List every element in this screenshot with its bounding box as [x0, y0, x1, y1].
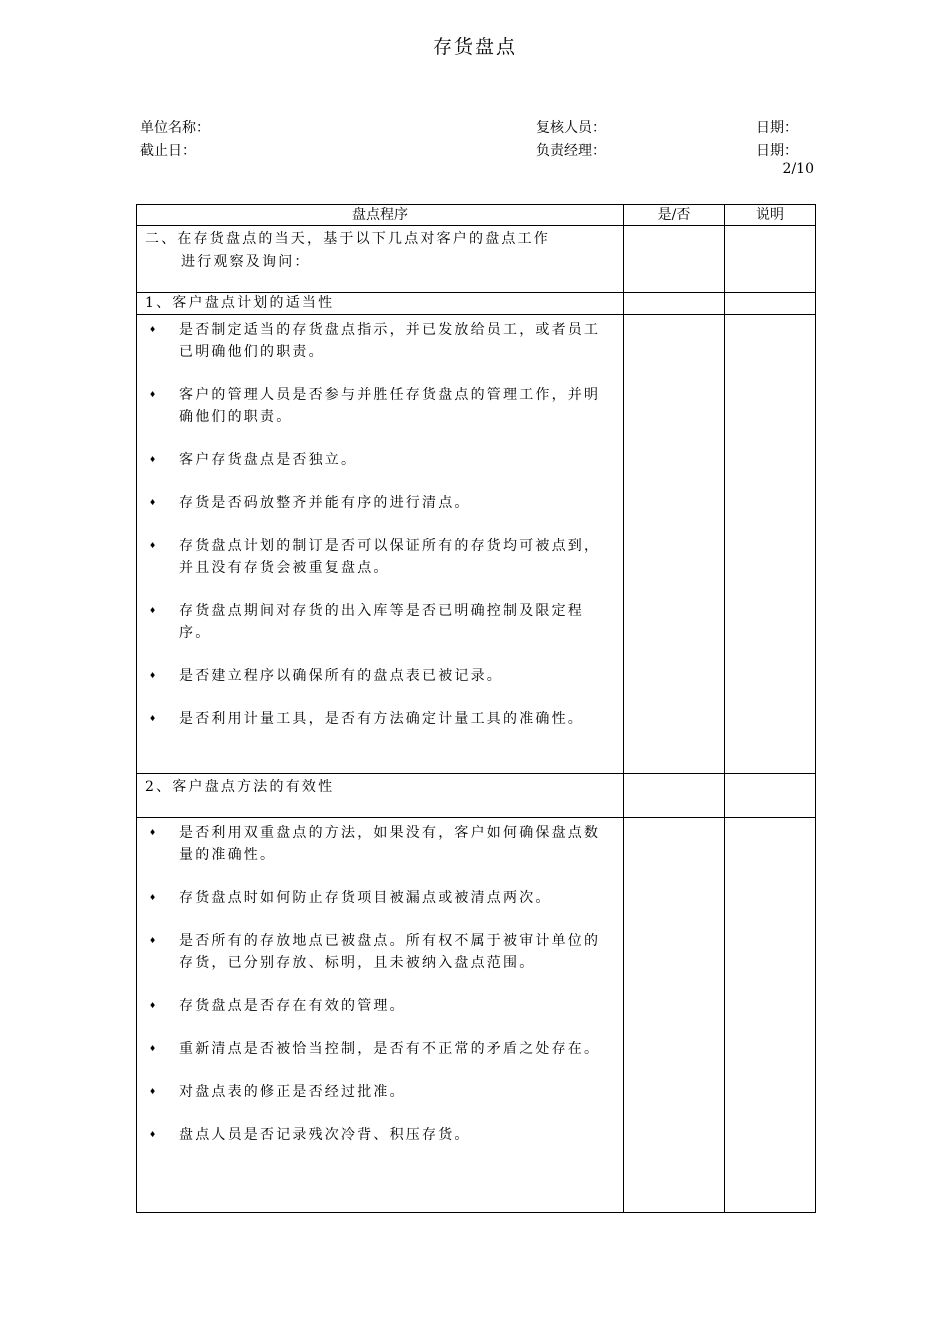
diamond-bullet-icon: ♦ [149, 828, 159, 837]
header-procedure: 盘点程序 [137, 205, 624, 226]
diamond-bullet-icon: ♦ [149, 1044, 159, 1053]
remarks-cell[interactable] [725, 818, 816, 1213]
diamond-bullet-icon: ♦ [149, 455, 159, 464]
header-yes-no: 是/否 [624, 205, 725, 226]
procedure-table [136, 204, 816, 1213]
diamond-bullet-icon: ♦ [149, 1130, 159, 1139]
yes-no-cell[interactable] [624, 226, 725, 293]
diamond-bullet-icon: ♦ [149, 606, 159, 615]
remarks-cell[interactable] [725, 293, 816, 315]
list-item: ♦ 是否制定适当的存货盘点指示，并已发放给员工，或者员工已明确他们的职责。 [145, 319, 615, 363]
remarks-cell[interactable] [725, 774, 816, 818]
section2-items-cell [137, 818, 624, 1213]
list-item: ♦ 存货是否码放整齐并能有序的进行清点。 [145, 492, 615, 514]
diamond-bullet-icon: ♦ [149, 671, 159, 680]
diamond-bullet-icon: ♦ [149, 1087, 159, 1096]
intro-cell [137, 226, 624, 293]
list-item: ♦ 存货盘点是否存在有效的管理。 [145, 995, 615, 1017]
table-row-section1-items [137, 315, 816, 774]
diamond-bullet-icon: ♦ [149, 390, 159, 399]
header-remarks: 说明 [725, 205, 816, 226]
intro-line-2: 进行观察及询问： [181, 254, 311, 270]
list-item: ♦ 对盘点表的修正是否经过批准。 [145, 1081, 615, 1103]
diamond-bullet-icon: ♦ [149, 893, 159, 902]
date-label-1: 日期： [756, 120, 798, 136]
yes-no-cell[interactable] [624, 293, 725, 315]
date-label-2: 日期： [756, 143, 798, 159]
table-row-section2-items [137, 818, 816, 1213]
page-number: 2/10 [782, 161, 814, 177]
diamond-bullet-icon: ♦ [149, 325, 159, 334]
section2-title: 2、客户盘点方法的有效性 [145, 779, 335, 795]
list-item: ♦ 是否所有的存放地点已被盘点。所有权不属于被审计单位的存货，已分别存放、标明，且未被纳入盘点范围。 [145, 930, 615, 974]
section1-title: 1、客户盘点计划的适当性 [145, 295, 335, 311]
list-item: ♦ 客户存货盘点是否独立。 [145, 449, 615, 471]
unit-name-label: 单位名称： [140, 120, 210, 136]
remarks-cell[interactable] [725, 315, 816, 774]
list-item: ♦ 存货盘点时如何防止存货项目被漏点或被清点两次。 [145, 887, 615, 909]
diamond-bullet-icon: ♦ [149, 541, 159, 550]
list-item: ♦ 盘点人员是否记录残次冷背、积压存货。 [145, 1124, 615, 1146]
section1-title-cell [137, 293, 624, 315]
list-item: ♦ 客户的管理人员是否参与并胜任存货盘点的管理工作，并明确他们的职责。 [145, 384, 615, 428]
list-item: ♦ 是否建立程序以确保所有的盘点表已被记录。 [145, 665, 615, 687]
diamond-bullet-icon: ♦ [149, 714, 159, 723]
list-item: ♦ 是否利用计量工具，是否有方法确定计量工具的准确性。 [145, 708, 615, 730]
yes-no-cell[interactable] [624, 315, 725, 774]
reviewer-label: 复核人员： [536, 120, 606, 136]
section1-items-cell [137, 315, 624, 774]
table-row-section2-title [137, 774, 816, 818]
section2-title-cell [137, 774, 624, 818]
table-row-intro [137, 226, 816, 293]
intro-line-1: 二、在存货盘点的当天，基于以下几点对客户的盘点工作 [145, 231, 550, 247]
yes-no-cell[interactable] [624, 774, 725, 818]
diamond-bullet-icon: ♦ [149, 1001, 159, 1010]
table-row-section1-title [137, 293, 816, 315]
list-item: ♦ 是否利用双重盘点的方法，如果没有，客户如何确保盘点数量的准确性。 [145, 822, 615, 866]
list-item: ♦ 存货盘点期间对存货的出入库等是否已明确控制及限定程序。 [145, 600, 615, 644]
list-item: ♦ 重新清点是否被恰当控制，是否有不正常的矛盾之处存在。 [145, 1038, 615, 1060]
list-item: ♦ 存货盘点计划的制订是否可以保证所有的存货均可被点到，并且没有存货会被重复盘点。 [145, 535, 615, 579]
table-header-row [137, 205, 816, 226]
yes-no-cell[interactable] [624, 818, 725, 1213]
remarks-cell[interactable] [725, 226, 816, 293]
cutoff-date-label: 截止日： [140, 143, 196, 159]
manager-label: 负责经理： [536, 143, 606, 159]
diamond-bullet-icon: ♦ [149, 498, 159, 507]
diamond-bullet-icon: ♦ [149, 936, 159, 945]
page-title: 存货盘点 [432, 36, 517, 58]
